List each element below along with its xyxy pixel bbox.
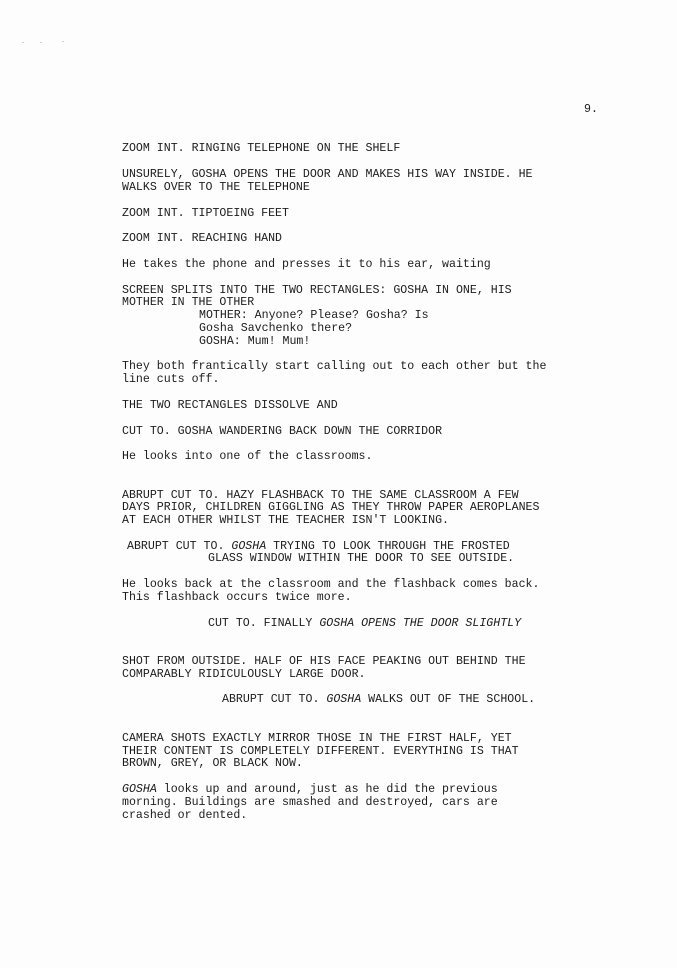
line-text: looks up and around, just as he did the previous [156, 783, 498, 796]
script-line [122, 784, 498, 797]
script-line: crashed or dented. [122, 809, 248, 822]
script-line: ZOOM INT. REACHING HAND [122, 232, 283, 245]
script-line: DAYS PRIOR, CHILDREN GIGGLING AS THEY THROW PAPER AEROPLANES [122, 501, 540, 514]
script-line: This flashback occurs twice more. [122, 591, 352, 604]
script-line: He takes the phone and presses it to his ear, waiting [122, 258, 491, 271]
line-text: ABRUPT CUT TO. [127, 540, 232, 553]
scan-speck [62, 41, 64, 42]
line-text: WALKS OUT OF THE SCHOOL. [361, 693, 536, 706]
dialogue-line: GOSHA: Mum! Mum! [199, 335, 311, 348]
script-line: ZOOM INT. TIPTOEING FEET [122, 207, 289, 220]
script-line: THE TWO RECTANGLES DISSOLVE AND [122, 399, 338, 412]
scan-speck [22, 42, 24, 43]
script-line: THEIR CONTENT IS COMPLETELY DIFFERENT. EVERYTHING IS THAT [122, 745, 519, 758]
script-line: COMPARABLY RIDICULOUSLY LARGE DOOR. [122, 668, 366, 681]
script-line: ZOOM INT. RINGING TELEPHONE ON THE SHELF [122, 142, 401, 155]
line-text: TRYING TO LOOK THROUGH THE FROSTED [266, 540, 510, 553]
script-line: SHOT FROM OUTSIDE. HALF OF HIS FACE PEAKING OUT BEHIND THE [122, 655, 526, 668]
dialogue-line: MOTHER: Anyone? Please? Gosha? Is [199, 309, 429, 322]
script-line: He looks into one of the classrooms. [122, 450, 373, 463]
script-line: GLASS WINDOW WITHIN THE DOOR TO SEE OUTSIDE. [208, 552, 515, 565]
script-line: morning. Buildings are smashed and destroyed, cars are [122, 796, 498, 809]
script-line: SCREEN SPLITS INTO THE TWO RECTANGLES: GOSHA IN ONE, HIS [122, 284, 512, 297]
character-name: GOSHA [326, 693, 362, 706]
script-line: CUT TO. GOSHA WANDERING BACK DOWN THE CORRIDOR [122, 425, 443, 438]
script-line [208, 618, 521, 631]
script-line: ABRUPT CUT TO. HAZY FLASHBACK TO THE SAME CLASSROOM A FEW [122, 489, 519, 502]
script-line [222, 694, 535, 707]
script-line: UNSURELY, GOSHA OPENS THE DOOR AND MAKES HIS WAY INSIDE. HE [122, 168, 533, 181]
script-line: CAMERA SHOTS EXACTLY MIRROR THOSE IN THE FIRST HALF, YET [122, 732, 512, 745]
script-line: WALKS OVER TO THE TELEPHONE [122, 181, 310, 194]
script-line: line cuts off. [122, 373, 220, 386]
line-text: ABRUPT CUT TO. [222, 693, 327, 706]
script-line: They both frantically start calling out to each other but the [122, 360, 547, 373]
dialogue-line: Gosha Savchenko there? [199, 322, 353, 335]
character-name: GOSHA [231, 540, 267, 553]
script-line: He looks back at the classroom and the flashback comes back. [122, 578, 540, 591]
scan-speck [40, 42, 42, 43]
script-line: BROWN, GREY, OR BLACK NOW. [122, 757, 303, 770]
script-line: MOTHER IN THE OTHER [122, 296, 255, 309]
script-line: AT EACH OTHER WHILST THE TEACHER ISN'T LOOKING. [122, 514, 449, 527]
character-name: GOSHA [122, 783, 157, 796]
line-text: CUT TO. FINALLY [208, 617, 320, 630]
italic-text: GOSHA OPENS THE DOOR SLIGHTLY [319, 617, 522, 630]
page-number: 9. [584, 103, 598, 116]
